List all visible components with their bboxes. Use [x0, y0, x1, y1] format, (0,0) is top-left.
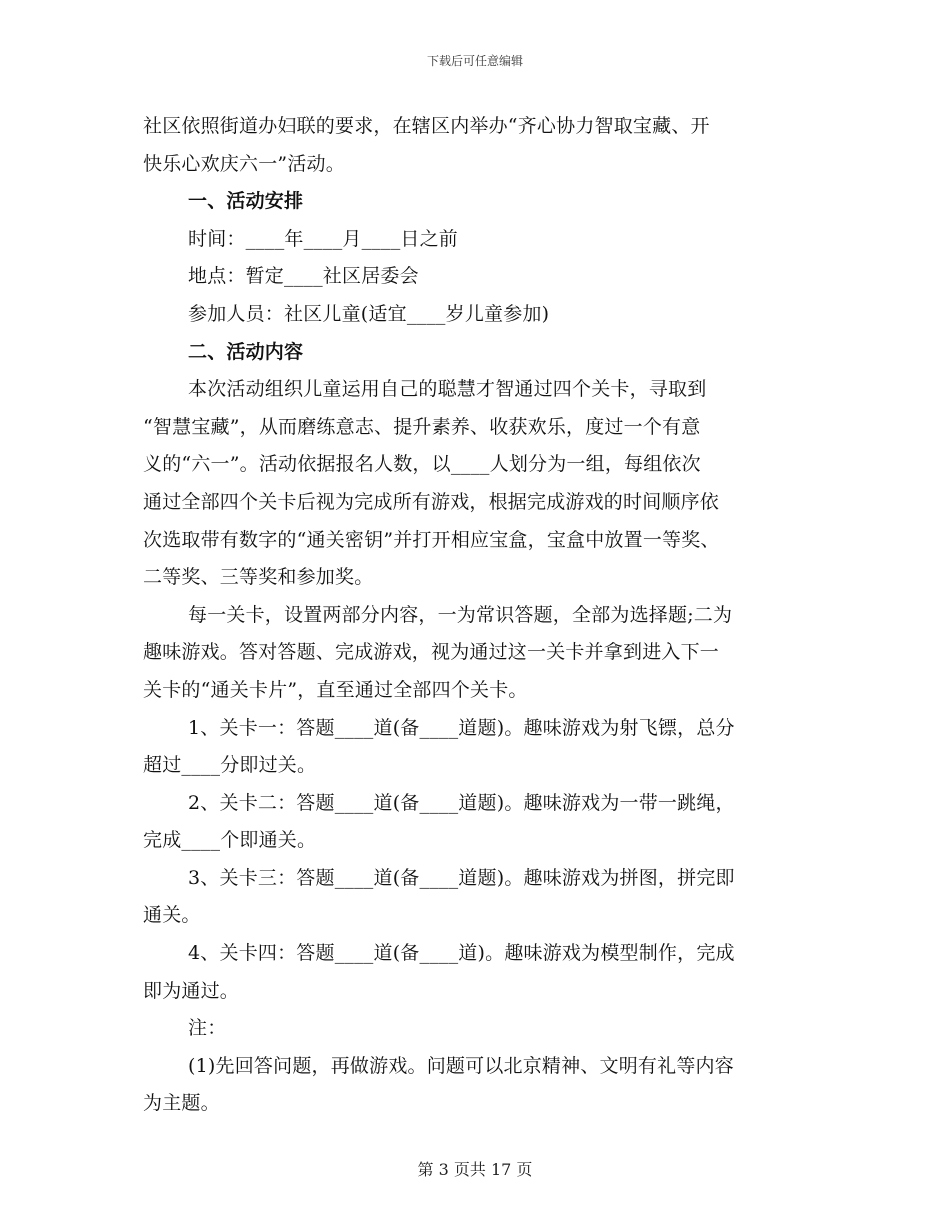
list-item-line: 4、关卡四：答题____道(备____道)。趣味游戏为模型制作，完成 [188, 942, 735, 965]
paragraph-line: 趣味游戏。答对答题、完成游戏，视为通过这一关卡并拿到进入下一 [143, 641, 720, 664]
paragraph-line: 义的“六一”。活动依据报名人数，以____人划分为一组，每组依次 [143, 453, 701, 476]
document-body [143, 108, 813, 1123]
paragraph-line: 完成____个即通关。 [143, 829, 317, 852]
list-item-line: 2、关卡二：答题____道(备____道题)。趣味游戏为一带一跳绳， [188, 791, 735, 814]
paragraph-line: 通过全部四个关卡后视为完成所有游戏，根据完成游戏的时间顺序依 [143, 490, 720, 513]
list-item-line: 3、关卡三：答题____道(备____道题)。趣味游戏为拼图，拼完即 [188, 866, 735, 889]
paragraph-line: 地点：暂定____社区居委会 [188, 265, 419, 288]
page-number: 第 3 页共 17 页 [417, 1160, 533, 1179]
paragraph-line: 时间：____年____月____日之前 [188, 227, 459, 250]
paragraph-line: 社区依照街道办妇联的要求，在辖区内举办“齐心协力智取宝藏、开 [143, 115, 710, 137]
paragraph-line: “智慧宝藏”，从而磨练意志、提升素养、收获欢乐，度过一个有意 [143, 415, 701, 438]
paragraph-line: 为主题。 [143, 1092, 220, 1115]
paragraph-line: 参加人员：社区儿童(适宜____岁儿童参加) [188, 302, 550, 325]
paragraph-line: 本次活动组织儿童运用自己的聪慧才智通过四个关卡，寻取到 [188, 378, 707, 401]
paragraph-line: 二等奖、三等奖和参加奖。 [143, 566, 374, 589]
page-header: 下载后可任意编辑 [426, 54, 523, 68]
note-item-line: (1)先回答问题，再做游戏。问题可以北京精神、文明有礼等内容 [188, 1054, 734, 1077]
section-heading: 二、活动内容 [188, 340, 304, 363]
paragraph-line: 即为通过。 [143, 979, 240, 1002]
paragraph-line: 快乐心欢庆六一”活动。 [143, 152, 345, 175]
paragraph-line: 关卡的“通关卡片”，直至通过全部四个关卡。 [143, 678, 528, 701]
paragraph-line: 每一关卡，设置两部分内容，一为常识答题，全部为选择题;二为 [188, 603, 733, 626]
note-label: 注： [188, 1017, 227, 1040]
paragraph-line: 次选取带有数字的“通关密钥”并打开相应宝盒，宝盒中放置一等奖、 [143, 528, 720, 551]
list-item-line: 1、关卡一：答题____道(备____道题)。趣味游戏为射飞镖，总分 [188, 716, 735, 739]
paragraph-line: 超过____分即过关。 [143, 754, 317, 777]
section-heading: 一、活动安排 [188, 190, 304, 213]
paragraph-line: 通关。 [143, 904, 201, 927]
